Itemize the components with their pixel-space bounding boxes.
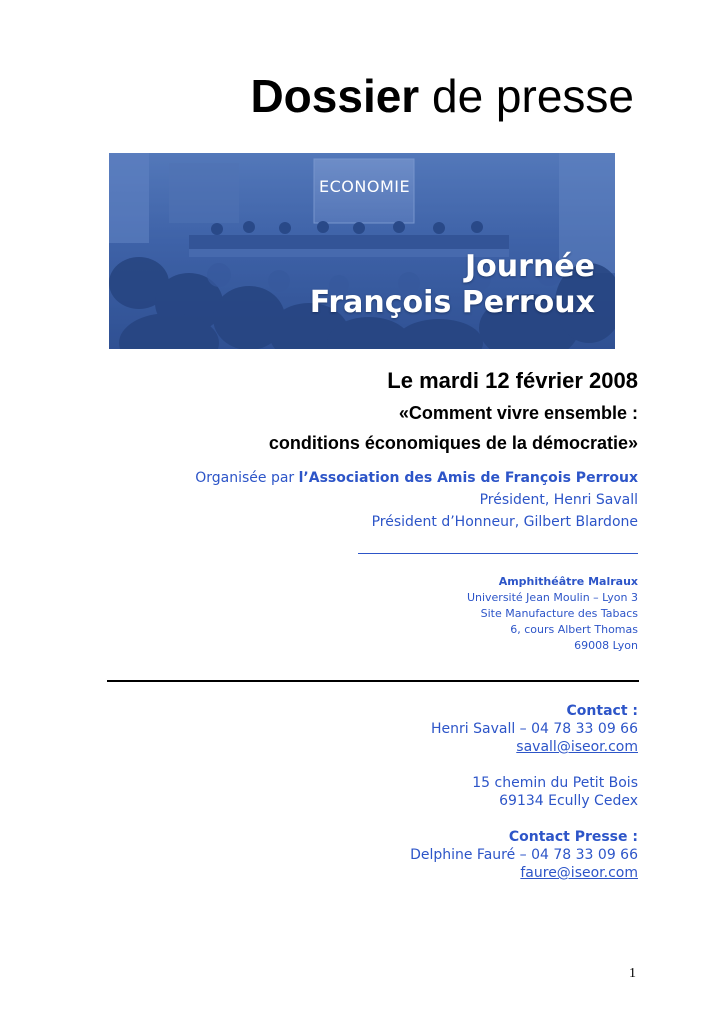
press-contact-heading: Contact Presse : (508, 829, 638, 845)
honorary-president-line: Président d’Honneur, Gilbert Blardone (371, 514, 638, 530)
contact-address-line1: 15 chemin du Petit Bois (472, 775, 638, 791)
theme-line1: «Comment vivre ensemble : (398, 403, 638, 423)
venue-university: Université Jean Moulin – Lyon 3 (466, 591, 638, 604)
venue-name: Amphithéâtre Malraux (498, 575, 638, 588)
banner-image (109, 153, 615, 349)
page-number: 1 (629, 966, 636, 981)
title-rest: de presse (431, 70, 634, 122)
banner-title-line1: Journée (465, 249, 595, 284)
theme-line2: conditions économiques de la démocratie» (268, 433, 638, 453)
document-title (250, 68, 634, 124)
divider-thick (107, 680, 639, 682)
banner-title-line2: François Perroux (309, 285, 595, 320)
venue-block (467, 574, 638, 654)
title-bold-word: Dossier (250, 70, 420, 122)
event-theme (269, 398, 638, 458)
president-line: Président, Henri Savall (479, 492, 638, 508)
contact-heading: Contact : (566, 703, 638, 719)
contact-email-link[interactable]: savall@iseor.com (516, 739, 638, 755)
contact-block (410, 702, 638, 882)
press-contact-person: Delphine Fauré – 04 78 33 09 66 (410, 847, 638, 863)
organiser-association: l’Association des Amis de François Perroux (298, 470, 638, 486)
banner-title (310, 249, 595, 321)
organisation-block (195, 467, 638, 533)
contact-address-line2: 69134 Ecully Cedex (499, 793, 638, 809)
press-contact-email-link[interactable]: faure@iseor.com (520, 865, 638, 881)
venue-site: Site Manufacture des Tabacs (480, 607, 638, 620)
event-date: Le mardi 12 février 2008 (387, 368, 638, 393)
organiser-line (195, 467, 638, 489)
venue-street: 6, cours Albert Thomas (510, 623, 638, 636)
contact-person: Henri Savall – 04 78 33 09 66 (431, 721, 638, 737)
venue-city: 69008 Lyon (574, 639, 638, 652)
banner-section-label: ECONOMIE (319, 177, 411, 196)
organiser-prefix: Organisée par (195, 470, 299, 486)
divider-thin (358, 553, 638, 554)
